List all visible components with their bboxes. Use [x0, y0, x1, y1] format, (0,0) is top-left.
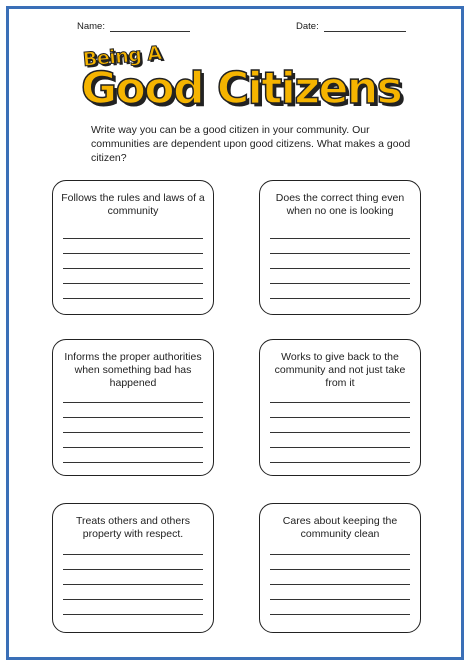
card-correct-thing [259, 180, 421, 315]
writing-line[interactable] [63, 417, 203, 418]
name-blank[interactable] [110, 21, 190, 32]
card-prompt: Works to give back to the community and not just take from it [274, 351, 406, 389]
name-label: Name: [77, 21, 105, 32]
title-small: Being A [82, 42, 163, 71]
writing-line[interactable] [63, 447, 203, 448]
card-keeps-clean [259, 503, 421, 633]
writing-line[interactable] [63, 614, 203, 615]
card-informs-authorities [52, 339, 214, 476]
header-fields [9, 21, 461, 37]
writing-line[interactable] [270, 599, 410, 600]
page-title: Good Citizens [81, 63, 402, 114]
writing-line[interactable] [270, 462, 410, 463]
writing-line[interactable] [63, 432, 203, 433]
card-prompt: Informs the proper authorities when something bad has happened [64, 351, 202, 389]
writing-line[interactable] [63, 584, 203, 585]
writing-line[interactable] [270, 253, 410, 254]
name-field[interactable] [77, 21, 190, 32]
writing-line[interactable] [270, 447, 410, 448]
writing-line[interactable] [63, 462, 203, 463]
writing-line[interactable] [270, 417, 410, 418]
writing-line[interactable] [270, 584, 410, 585]
writing-line[interactable] [270, 554, 410, 555]
writing-line[interactable] [270, 268, 410, 269]
worksheet-page [6, 6, 464, 660]
date-field[interactable] [296, 21, 406, 32]
writing-line[interactable] [270, 283, 410, 284]
card-prompt: Cares about keeping the community clean [282, 515, 398, 540]
writing-line[interactable] [63, 569, 203, 570]
writing-line[interactable] [63, 283, 203, 284]
writing-line[interactable] [63, 554, 203, 555]
writing-line[interactable] [270, 402, 410, 403]
writing-line[interactable] [63, 268, 203, 269]
card-gives-back [259, 339, 421, 476]
writing-line[interactable] [270, 298, 410, 299]
date-blank[interactable] [324, 21, 406, 32]
writing-line[interactable] [270, 614, 410, 615]
writing-line[interactable] [63, 238, 203, 239]
writing-line[interactable] [63, 298, 203, 299]
card-follows-rules [52, 180, 214, 315]
writing-line[interactable] [63, 599, 203, 600]
card-treats-others [52, 503, 214, 633]
writing-line[interactable] [63, 253, 203, 254]
date-label: Date: [296, 21, 319, 32]
card-prompt: Follows the rules and laws of a community [61, 192, 205, 217]
writing-line[interactable] [270, 432, 410, 433]
writing-line[interactable] [270, 238, 410, 239]
writing-line[interactable] [63, 402, 203, 403]
card-prompt: Treats others and others property with respect. [75, 515, 190, 540]
instructions-text: Write way you can be a good citizen in your community. Our communities are dependent upon good citizens. What makes a good citizen? [91, 124, 411, 164]
card-prompt: Does the correct thing even when no one is looking [275, 192, 405, 217]
writing-line[interactable] [270, 569, 410, 570]
